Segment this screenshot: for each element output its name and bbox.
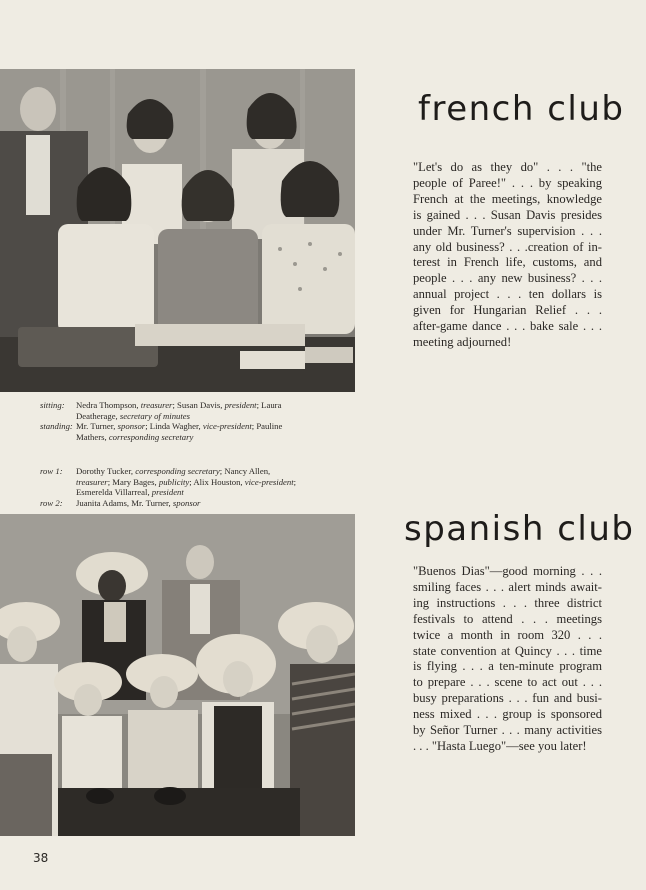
spanish-body-line: is flying . . . a ten-minute program [413, 659, 602, 674]
caption-continuation [40, 411, 282, 422]
caption-role: corresponding secretary [135, 466, 220, 476]
caption-name: Nedra Thompson, [76, 400, 141, 410]
caption-continuation [40, 432, 282, 443]
spanish-club-photo-image [0, 514, 355, 836]
french-club-description [413, 160, 602, 351]
caption-name: ; [293, 476, 297, 487]
caption-role: president [224, 400, 257, 410]
spanish-body-line: ing instructions . . . three district [413, 595, 602, 610]
caption-continuation [40, 477, 296, 488]
spanish-body-line: busy preparations . . . fun and busi- [413, 691, 602, 706]
caption-name: ; Nancy Allen, [219, 466, 271, 476]
spanish-body-line: state convention at Quincy . . . time [413, 643, 602, 658]
spanish-club-title: spanish club [404, 508, 635, 549]
caption-role: secretary of minutes [119, 410, 191, 421]
caption-label-standing: standing: [40, 421, 73, 432]
french-club-caption [40, 400, 282, 442]
caption-name: Juanita Adams, Mr. Turner, [76, 497, 173, 508]
french-body-line: after-game dance . . . bake sale . . . [413, 319, 602, 334]
spanish-body-line: festivals to attend . . . meetings [413, 611, 602, 626]
caption-role: president [151, 487, 184, 498]
spanish-body-line: to prepare . . . scene to act out . . . [413, 675, 602, 690]
caption-text [76, 421, 282, 432]
caption-role: publicity [158, 476, 190, 487]
french-body-line: people of Paree!" . . . by speaking [413, 175, 602, 190]
french-club-title: french club [418, 88, 625, 129]
caption-name: ; Pauline [251, 421, 283, 432]
caption-role: treasurer [76, 476, 108, 487]
caption-role: sponsor [117, 421, 146, 432]
caption-continuation [40, 487, 296, 498]
spanish-club-description [413, 564, 602, 755]
caption-label-sitting: sitting: [40, 400, 65, 410]
caption-name: Deatherage, [76, 410, 120, 421]
caption-role: vice-president [202, 421, 252, 432]
caption-name: ; Susan Davis, [172, 400, 225, 410]
french-body-line: under Mr. Turner's supervision . . . [413, 223, 602, 238]
french-body-line: any old business? . . .creation of in- [413, 239, 602, 254]
french-body-line: terest in French life, customs, and [413, 255, 602, 270]
caption-name: Dorothy Tucker, [76, 466, 136, 476]
caption-name: ; Mary Bages, [107, 476, 159, 487]
caption-text [76, 466, 270, 477]
french-club-photo [0, 69, 355, 392]
caption-role: vice-president [244, 476, 294, 487]
french-body-line: meeting adjourned! [413, 334, 512, 349]
caption-row-sitting [40, 400, 282, 411]
caption-name: ; Linda Wagher, [145, 421, 203, 432]
caption-label-row1: row 1: [40, 466, 63, 476]
caption-row-1 [40, 466, 296, 477]
french-club-photo-image [0, 69, 355, 392]
caption-label-row2: row 2: [40, 497, 63, 508]
caption-name: Esmerelda Villarreal, [76, 487, 152, 498]
spanish-club-caption [40, 466, 296, 508]
page-number: 38 [33, 851, 49, 865]
french-body-line: given for Hungarian Relief . . . [413, 303, 602, 318]
french-body-line: French at the meetings, knowledge [413, 191, 602, 206]
spanish-body-line: smiling faces . . . alert minds await- [413, 579, 602, 594]
caption-name: ; Laura [256, 400, 282, 410]
caption-text [76, 400, 281, 411]
caption-text [76, 498, 200, 509]
spanish-body-line: "Buenos Dias"—good morning . . . [413, 564, 602, 578]
spanish-club-photo [0, 514, 355, 836]
caption-name: ; Alix Houston, [189, 476, 245, 487]
caption-name: Mr. Turner, [76, 421, 118, 432]
spanish-body-line: ness mixed . . . group is sponsored [413, 707, 602, 722]
spanish-body-line: twice a month in room 320 . . . [413, 627, 602, 642]
caption-role: corresponding secretary [108, 431, 194, 442]
french-body-line: is gained . . . Susan Davis presides [413, 207, 602, 222]
caption-name: Mathers, [76, 431, 109, 442]
french-body-line: annual project . . . ten dollars is [413, 287, 602, 302]
spanish-body-line: by Señor Turner . . . many activities [413, 723, 602, 738]
french-body-line: "Let's do as they do" . . . "the [413, 160, 602, 174]
caption-row-standing [40, 421, 282, 432]
french-body-line: people . . . any new business? . . . [413, 271, 602, 286]
caption-role: sponsor [172, 497, 201, 508]
caption-role: treasurer [140, 400, 173, 410]
spanish-body-line: . . . "Hasta Luego"—see you later! [413, 738, 587, 753]
caption-row-2 [40, 498, 296, 509]
